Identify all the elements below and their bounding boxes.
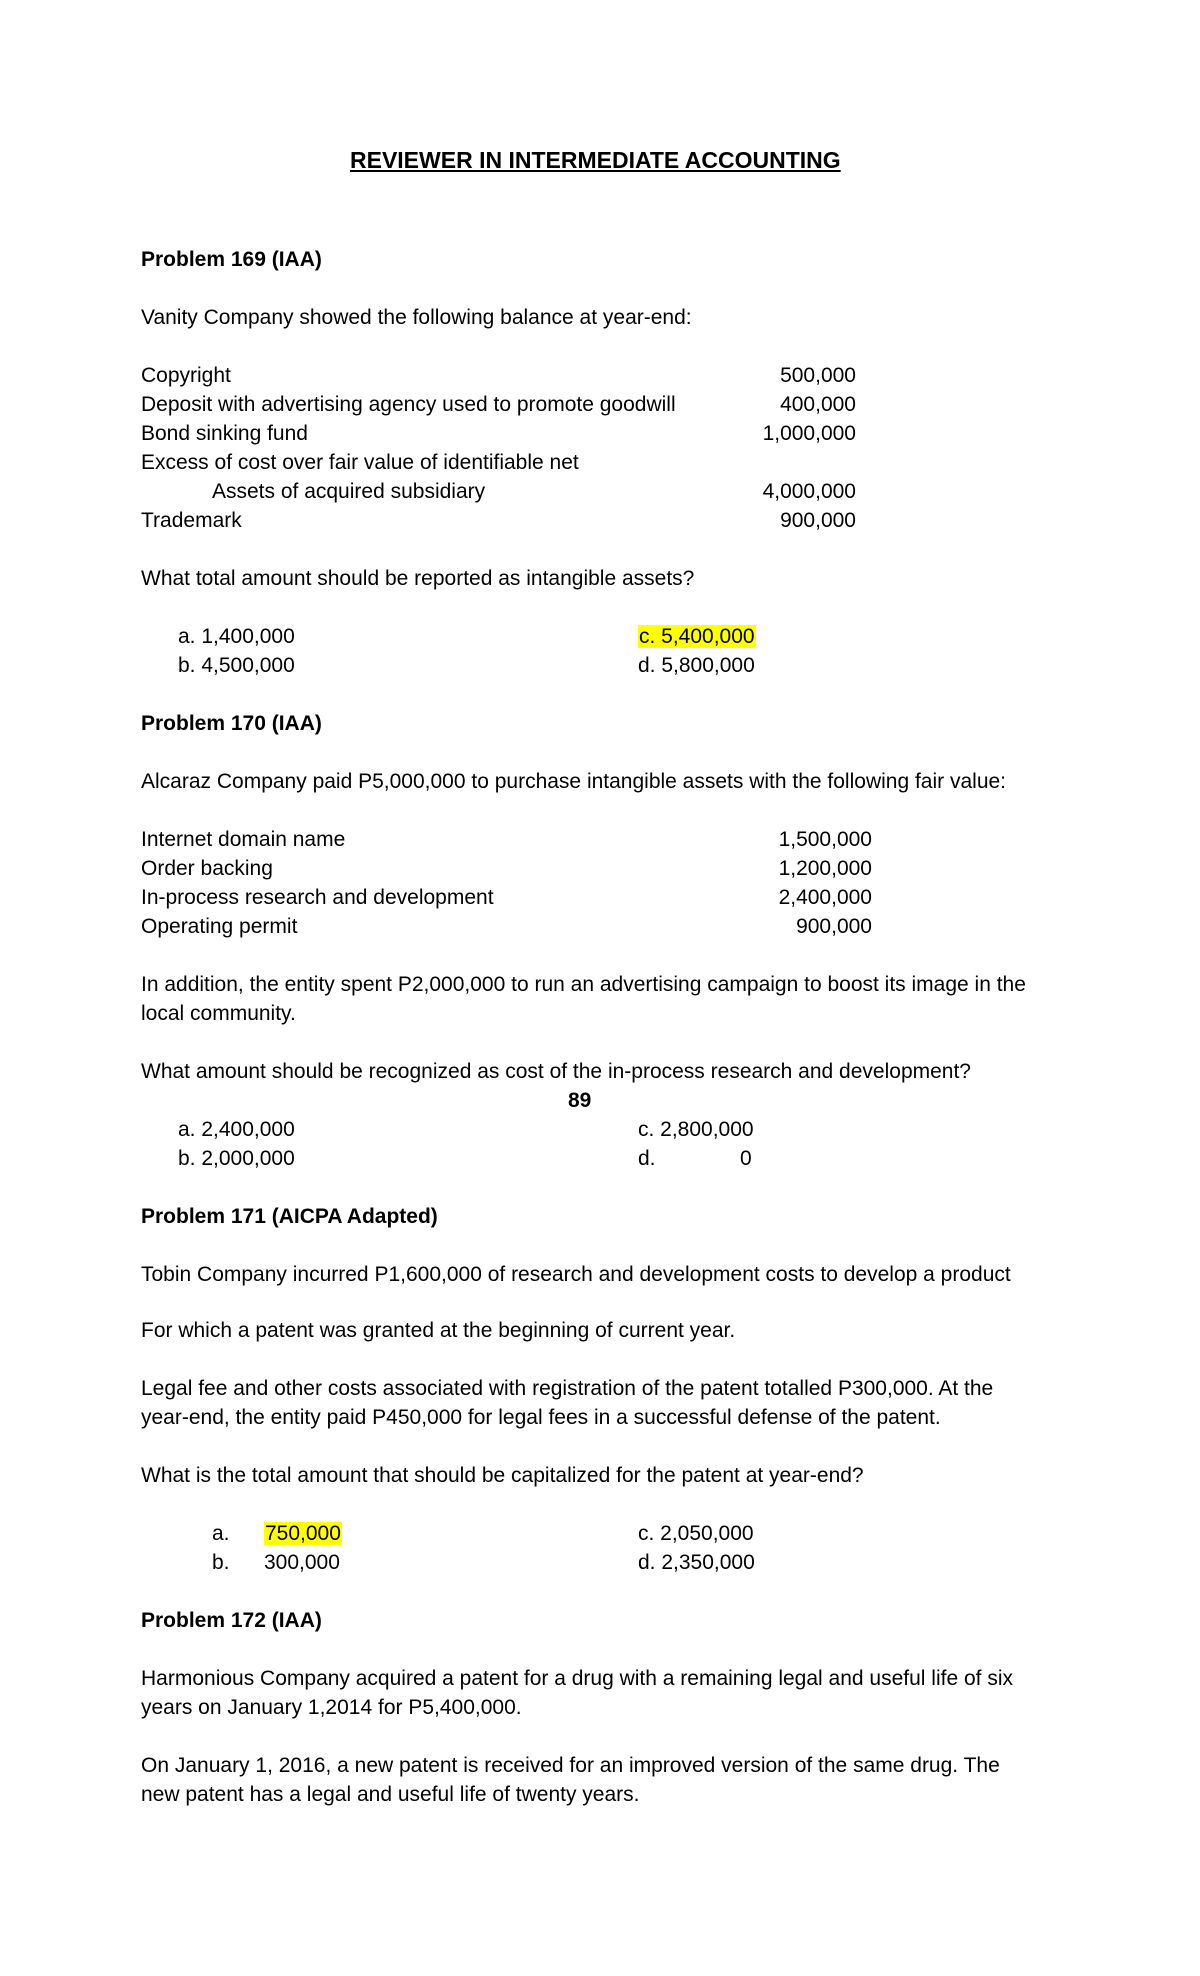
p169-item-label: Trademark [141, 509, 242, 532]
p169-item-label: Assets of acquired subsidiary [212, 480, 486, 503]
p169-item-value: 900,000 [780, 509, 856, 532]
problem-170-addition: local community. [141, 1002, 296, 1025]
p169-item-label: Excess of cost over fair value of identifiable net [141, 451, 579, 474]
p169-item-value: 500,000 [780, 364, 856, 387]
p169-item-label: Copyright [141, 364, 231, 387]
problem-169-question: What total amount should be reported as intangible assets? [141, 567, 695, 590]
page-number: 89 [568, 1089, 592, 1112]
problem-170-addition: In addition, the entity spent P2,000,000 to run an advertising campaign to boost its image in the [141, 973, 1026, 996]
problem-170-heading: Problem 170 (IAA) [141, 712, 322, 735]
problem-171-text: For which a patent was granted at the beginning of current year. [141, 1319, 736, 1342]
p169-item-label: Bond sinking fund [141, 422, 308, 445]
problem-171-text: year-end, the entity paid P450,000 for legal fees in a successful defense of the patent. [141, 1406, 941, 1429]
problem-171-text: Legal fee and other costs associated with registration of the patent totalled P300,000. At the [141, 1377, 994, 1400]
problem-169-heading: Problem 169 (IAA) [141, 248, 322, 271]
problem-169-intro: Vanity Company showed the following balance at year-end: [141, 306, 692, 329]
p170-item-value: 2,400,000 [778, 886, 872, 909]
problem-170-intro: Alcaraz Company paid P5,000,000 to purchase intangible assets with the following fair value: [141, 770, 1007, 793]
problem-171-question: What is the total amount that should be capitalized for the patent at year-end? [141, 1464, 864, 1487]
p170-item-label: In-process research and development [141, 886, 494, 909]
p170-choice-d-value: 0 [740, 1147, 752, 1170]
p171-choice-c: c. 2,050,000 [638, 1522, 754, 1545]
p170-item-value: 1,200,000 [778, 857, 872, 880]
p170-item-value: 1,500,000 [778, 828, 872, 851]
p170-item-value: 900,000 [796, 915, 872, 938]
p171-choice-a-label: a. [212, 1522, 230, 1545]
p171-choice-a-answer [264, 1519, 342, 1548]
answer-highlight: c. 5,400,000 [639, 625, 755, 648]
p169-choice-b: b. 4,500,000 [178, 654, 295, 677]
p171-choice-d: d. 2,350,000 [638, 1551, 755, 1574]
p170-item-label: Operating permit [141, 915, 298, 938]
p170-choice-c: c. 2,800,000 [638, 1118, 754, 1141]
p169-choice-a: a. 1,400,000 [178, 625, 295, 648]
p171-choice-b-label: b. [212, 1551, 230, 1574]
page-title: REVIEWER IN INTERMEDIATE ACCOUNTING [350, 147, 841, 173]
answer-highlight: 750,000 [265, 1522, 341, 1545]
p170-choice-a: a. 2,400,000 [178, 1118, 295, 1141]
p169-choice-d: d. 5,800,000 [638, 654, 755, 677]
problem-172-text: On January 1, 2016, a new patent is received for an improved version of the same drug. The [141, 1754, 1000, 1777]
problem-170-question: What amount should be recognized as cost of the in-process research and development? [141, 1060, 971, 1083]
p169-item-value: 1,000,000 [762, 422, 856, 445]
p170-choice-d-label: d. [638, 1147, 656, 1170]
problem-172-text: years on January 1,2014 for P5,400,000. [141, 1696, 522, 1719]
p171-choice-b-value: 300,000 [264, 1551, 340, 1574]
problem-172-text: Harmonious Company acquired a patent for a drug with a remaining legal and useful life of six [141, 1667, 1013, 1690]
p170-choice-b: b. 2,000,000 [178, 1147, 295, 1170]
p169-choice-c-answer [638, 622, 756, 651]
problem-171-heading: Problem 171 (AICPA Adapted) [141, 1205, 438, 1228]
p169-item-value: 400,000 [780, 393, 856, 416]
p169-item-label: Deposit with advertising agency used to promote goodwill [141, 393, 676, 416]
problem-172-text: new patent has a legal and useful life of twenty years. [141, 1783, 640, 1806]
problem-172-heading: Problem 172 (IAA) [141, 1609, 322, 1632]
p169-item-value: 4,000,000 [762, 480, 856, 503]
p170-item-label: Internet domain name [141, 828, 346, 851]
p170-item-label: Order backing [141, 857, 273, 880]
problem-171-text: Tobin Company incurred P1,600,000 of research and development costs to develop a product [141, 1263, 1011, 1286]
